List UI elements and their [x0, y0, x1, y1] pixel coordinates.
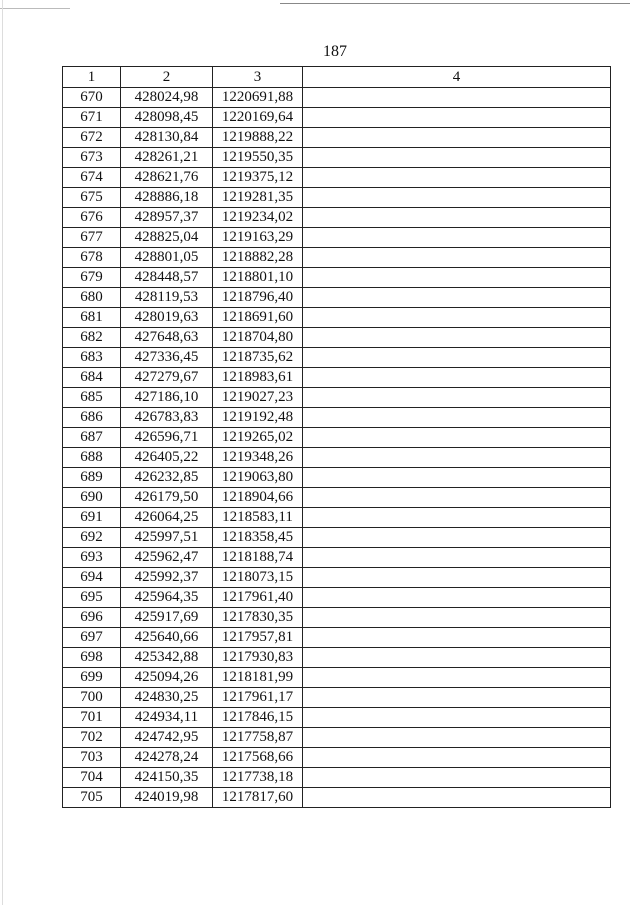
note-cell	[303, 108, 611, 128]
y-coordinate-cell: 1217568,66	[213, 748, 303, 768]
point-number-cell: 688	[63, 448, 121, 468]
y-coordinate-cell: 1219265,02	[213, 428, 303, 448]
x-coordinate-cell: 425342,88	[121, 648, 213, 668]
x-coordinate-cell: 428801,05	[121, 248, 213, 268]
note-cell	[303, 308, 611, 328]
point-number-cell: 675	[63, 188, 121, 208]
point-number-cell: 676	[63, 208, 121, 228]
x-coordinate-cell: 424150,35	[121, 768, 213, 788]
table-row	[63, 348, 611, 368]
y-coordinate-cell: 1219281,35	[213, 188, 303, 208]
table-row	[63, 368, 611, 388]
point-number-cell: 679	[63, 268, 121, 288]
y-coordinate-cell: 1217738,18	[213, 768, 303, 788]
note-cell	[303, 528, 611, 548]
table-row	[63, 768, 611, 788]
y-coordinate-cell: 1217846,15	[213, 708, 303, 728]
y-coordinate-cell: 1219888,22	[213, 128, 303, 148]
x-coordinate-cell: 427186,10	[121, 388, 213, 408]
note-cell	[303, 328, 611, 348]
y-coordinate-cell: 1218796,40	[213, 288, 303, 308]
point-number-cell: 700	[63, 688, 121, 708]
note-cell	[303, 208, 611, 228]
point-number-cell: 686	[63, 408, 121, 428]
note-cell	[303, 728, 611, 748]
x-coordinate-cell: 428825,04	[121, 228, 213, 248]
y-coordinate-cell: 1218983,61	[213, 368, 303, 388]
x-coordinate-cell: 425997,51	[121, 528, 213, 548]
point-number-cell: 683	[63, 348, 121, 368]
table-row	[63, 588, 611, 608]
note-cell	[303, 488, 611, 508]
note-cell	[303, 668, 611, 688]
y-coordinate-cell: 1217758,87	[213, 728, 303, 748]
point-number-cell: 698	[63, 648, 121, 668]
x-coordinate-cell: 428261,21	[121, 148, 213, 168]
x-coordinate-cell: 428019,63	[121, 308, 213, 328]
table-row	[63, 648, 611, 668]
column-header: 1	[63, 67, 121, 88]
column-header: 2	[121, 67, 213, 88]
note-cell	[303, 288, 611, 308]
y-coordinate-cell: 1219163,29	[213, 228, 303, 248]
point-number-cell: 696	[63, 608, 121, 628]
point-number-cell: 671	[63, 108, 121, 128]
point-number-cell: 680	[63, 288, 121, 308]
point-number-cell: 704	[63, 768, 121, 788]
x-coordinate-cell: 425964,35	[121, 588, 213, 608]
table-row	[63, 168, 611, 188]
x-coordinate-cell: 428621,76	[121, 168, 213, 188]
note-cell	[303, 708, 611, 728]
x-coordinate-cell: 425640,66	[121, 628, 213, 648]
point-number-cell: 681	[63, 308, 121, 328]
point-number-cell: 690	[63, 488, 121, 508]
x-coordinate-cell: 427279,67	[121, 368, 213, 388]
note-cell	[303, 608, 611, 628]
x-coordinate-cell: 428886,18	[121, 188, 213, 208]
page-number: 187	[323, 43, 347, 60]
point-number-cell: 695	[63, 588, 121, 608]
point-number-cell: 673	[63, 148, 121, 168]
y-coordinate-cell: 1218735,62	[213, 348, 303, 368]
table-row	[63, 448, 611, 468]
note-cell	[303, 368, 611, 388]
note-cell	[303, 468, 611, 488]
x-coordinate-cell: 427648,63	[121, 328, 213, 348]
table-row	[63, 248, 611, 268]
table-row	[63, 528, 611, 548]
note-cell	[303, 128, 611, 148]
table-row	[63, 408, 611, 428]
point-number-cell: 691	[63, 508, 121, 528]
note-cell	[303, 168, 611, 188]
y-coordinate-cell: 1218704,80	[213, 328, 303, 348]
table-row	[63, 628, 611, 648]
point-number-cell: 692	[63, 528, 121, 548]
y-coordinate-cell: 1219027,23	[213, 388, 303, 408]
x-coordinate-cell: 424278,24	[121, 748, 213, 768]
y-coordinate-cell: 1217961,40	[213, 588, 303, 608]
x-coordinate-cell: 428957,37	[121, 208, 213, 228]
x-coordinate-cell: 426596,71	[121, 428, 213, 448]
table-row	[63, 428, 611, 448]
point-number-cell: 685	[63, 388, 121, 408]
y-coordinate-cell: 1218073,15	[213, 568, 303, 588]
table-row	[63, 388, 611, 408]
note-cell	[303, 348, 611, 368]
table-row	[63, 668, 611, 688]
x-coordinate-cell: 424742,95	[121, 728, 213, 748]
point-number-cell: 694	[63, 568, 121, 588]
table-row	[63, 728, 611, 748]
table-row	[63, 268, 611, 288]
note-cell	[303, 448, 611, 468]
y-coordinate-cell: 1219192,48	[213, 408, 303, 428]
y-coordinate-cell: 1217957,81	[213, 628, 303, 648]
point-number-cell: 682	[63, 328, 121, 348]
note-cell	[303, 408, 611, 428]
note-cell	[303, 428, 611, 448]
point-number-cell: 672	[63, 128, 121, 148]
y-coordinate-cell: 1217930,83	[213, 648, 303, 668]
note-cell	[303, 88, 611, 108]
y-coordinate-cell: 1217830,35	[213, 608, 303, 628]
point-number-cell: 703	[63, 748, 121, 768]
table-row	[63, 328, 611, 348]
note-cell	[303, 248, 611, 268]
y-coordinate-cell: 1219348,26	[213, 448, 303, 468]
y-coordinate-cell: 1219375,12	[213, 168, 303, 188]
x-coordinate-cell: 424019,98	[121, 788, 213, 808]
table-row	[63, 148, 611, 168]
note-cell	[303, 148, 611, 168]
x-coordinate-cell: 426179,50	[121, 488, 213, 508]
table-row	[63, 748, 611, 768]
x-coordinate-cell: 424934,11	[121, 708, 213, 728]
x-coordinate-cell: 428098,45	[121, 108, 213, 128]
y-coordinate-cell: 1218181,99	[213, 668, 303, 688]
y-coordinate-cell: 1218188,74	[213, 548, 303, 568]
table-row	[63, 788, 611, 808]
table-row	[63, 228, 611, 248]
point-number-cell: 677	[63, 228, 121, 248]
table-row	[63, 308, 611, 328]
table-row	[63, 488, 611, 508]
x-coordinate-cell: 427336,45	[121, 348, 213, 368]
x-coordinate-cell: 426064,25	[121, 508, 213, 528]
table-row	[63, 288, 611, 308]
point-number-cell: 687	[63, 428, 121, 448]
y-coordinate-cell: 1219550,35	[213, 148, 303, 168]
note-cell	[303, 768, 611, 788]
note-cell	[303, 748, 611, 768]
y-coordinate-cell: 1218801,10	[213, 268, 303, 288]
x-coordinate-cell: 424830,25	[121, 688, 213, 708]
table-row	[63, 568, 611, 588]
y-coordinate-cell: 1218358,45	[213, 528, 303, 548]
note-cell	[303, 628, 611, 648]
y-coordinate-cell: 1218583,11	[213, 508, 303, 528]
note-cell	[303, 568, 611, 588]
scan-artifact-edge	[2, 0, 3, 905]
y-coordinate-cell: 1220691,88	[213, 88, 303, 108]
x-coordinate-cell: 428448,57	[121, 268, 213, 288]
point-number-cell: 693	[63, 548, 121, 568]
table-row	[63, 468, 611, 488]
coordinates-table	[62, 66, 611, 808]
note-cell	[303, 188, 611, 208]
x-coordinate-cell: 426783,83	[121, 408, 213, 428]
x-coordinate-cell: 425962,47	[121, 548, 213, 568]
point-number-cell: 699	[63, 668, 121, 688]
x-coordinate-cell: 428024,98	[121, 88, 213, 108]
x-coordinate-cell: 428119,53	[121, 288, 213, 308]
note-cell	[303, 548, 611, 568]
point-number-cell: 684	[63, 368, 121, 388]
scan-artifact-line	[0, 8, 70, 9]
column-header: 3	[213, 67, 303, 88]
y-coordinate-cell: 1217817,60	[213, 788, 303, 808]
table-row	[63, 688, 611, 708]
point-number-cell: 670	[63, 88, 121, 108]
x-coordinate-cell: 428130,84	[121, 128, 213, 148]
table-row	[63, 108, 611, 128]
point-number-cell: 705	[63, 788, 121, 808]
table-row	[63, 708, 611, 728]
point-number-cell: 701	[63, 708, 121, 728]
y-coordinate-cell: 1217961,17	[213, 688, 303, 708]
table-row	[63, 128, 611, 148]
table-row	[63, 548, 611, 568]
note-cell	[303, 268, 611, 288]
table-header-row	[63, 67, 611, 88]
table-row	[63, 608, 611, 628]
y-coordinate-cell: 1218691,60	[213, 308, 303, 328]
y-coordinate-cell: 1219234,02	[213, 208, 303, 228]
y-coordinate-cell: 1218882,28	[213, 248, 303, 268]
y-coordinate-cell: 1220169,64	[213, 108, 303, 128]
y-coordinate-cell: 1218904,66	[213, 488, 303, 508]
note-cell	[303, 688, 611, 708]
note-cell	[303, 388, 611, 408]
point-number-cell: 702	[63, 728, 121, 748]
point-number-cell: 674	[63, 168, 121, 188]
x-coordinate-cell: 426405,22	[121, 448, 213, 468]
note-cell	[303, 588, 611, 608]
x-coordinate-cell: 425992,37	[121, 568, 213, 588]
note-cell	[303, 788, 611, 808]
x-coordinate-cell: 425917,69	[121, 608, 213, 628]
table-row	[63, 188, 611, 208]
x-coordinate-cell: 426232,85	[121, 468, 213, 488]
point-number-cell: 689	[63, 468, 121, 488]
note-cell	[303, 228, 611, 248]
point-number-cell: 697	[63, 628, 121, 648]
column-header: 4	[303, 67, 611, 88]
x-coordinate-cell: 425094,26	[121, 668, 213, 688]
table-row	[63, 508, 611, 528]
table-row	[63, 208, 611, 228]
note-cell	[303, 508, 611, 528]
note-cell	[303, 648, 611, 668]
scan-artifact-line	[280, 3, 630, 4]
point-number-cell: 678	[63, 248, 121, 268]
y-coordinate-cell: 1219063,80	[213, 468, 303, 488]
table-row	[63, 88, 611, 108]
